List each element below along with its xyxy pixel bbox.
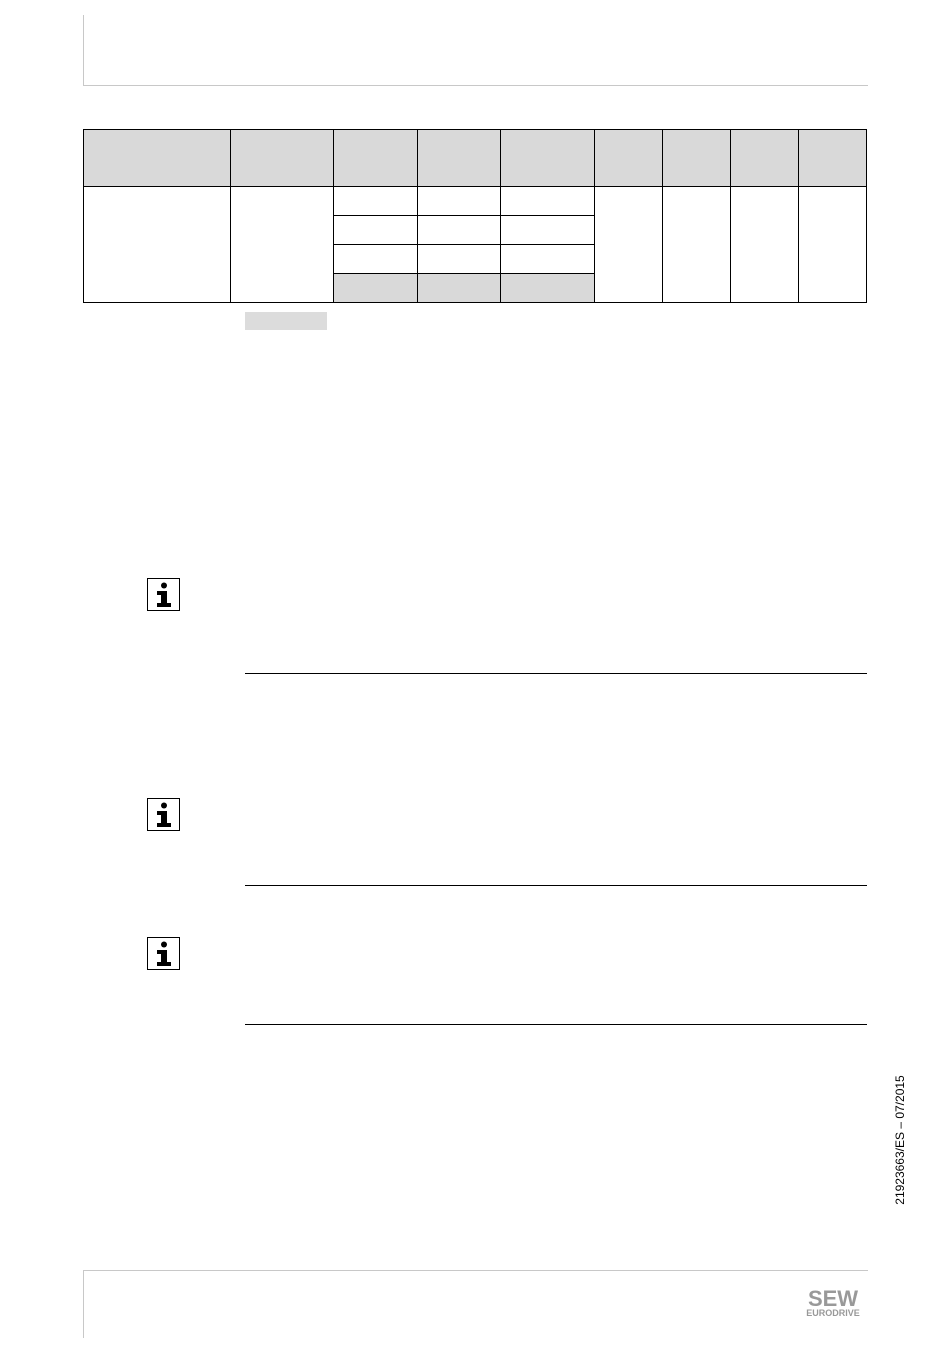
note-separator bbox=[245, 673, 867, 674]
footer-rule bbox=[83, 1270, 868, 1271]
table-cell bbox=[84, 187, 231, 303]
table-cell bbox=[418, 216, 501, 245]
header-cell bbox=[663, 130, 731, 187]
table-cell bbox=[418, 245, 501, 274]
note-separator bbox=[245, 1024, 867, 1025]
header-cell bbox=[334, 130, 418, 187]
header-cell bbox=[418, 130, 501, 187]
info-icon bbox=[147, 937, 180, 970]
table-cell bbox=[731, 187, 799, 303]
table-cell bbox=[501, 245, 595, 274]
table-cell bbox=[418, 274, 501, 303]
top-left-margin-rule bbox=[83, 15, 84, 85]
document-code: 21923663/ES – 07/2015 bbox=[893, 1075, 907, 1205]
note-separator bbox=[245, 885, 867, 886]
table-cell bbox=[334, 245, 418, 274]
table-cell bbox=[231, 187, 334, 303]
table-cell bbox=[501, 216, 595, 245]
table-cell bbox=[334, 216, 418, 245]
info-icon bbox=[147, 798, 180, 831]
header-cell bbox=[231, 130, 334, 187]
header-cell bbox=[731, 130, 799, 187]
table-cell bbox=[501, 187, 595, 216]
table-header-row bbox=[84, 130, 867, 187]
logo-subtext: EURODRIVE bbox=[806, 1308, 860, 1318]
header-cell bbox=[799, 130, 867, 187]
table-cell bbox=[595, 187, 663, 303]
header-cell bbox=[84, 130, 231, 187]
table-row bbox=[84, 187, 867, 216]
table-cell bbox=[418, 187, 501, 216]
header-rule bbox=[83, 85, 868, 86]
header-cell bbox=[501, 130, 595, 187]
table-cell bbox=[334, 274, 418, 303]
shaded-label-block bbox=[245, 312, 327, 330]
info-icon bbox=[147, 578, 180, 611]
table-cell bbox=[334, 187, 418, 216]
sew-eurodrive-logo bbox=[798, 1286, 868, 1318]
logo-text: SEW bbox=[807, 1286, 859, 1311]
specification-table bbox=[83, 129, 867, 303]
table-cell bbox=[663, 187, 731, 303]
table-cell bbox=[799, 187, 867, 303]
table-cell bbox=[501, 274, 595, 303]
header-cell bbox=[595, 130, 663, 187]
bottom-left-margin-rule bbox=[83, 1270, 84, 1338]
